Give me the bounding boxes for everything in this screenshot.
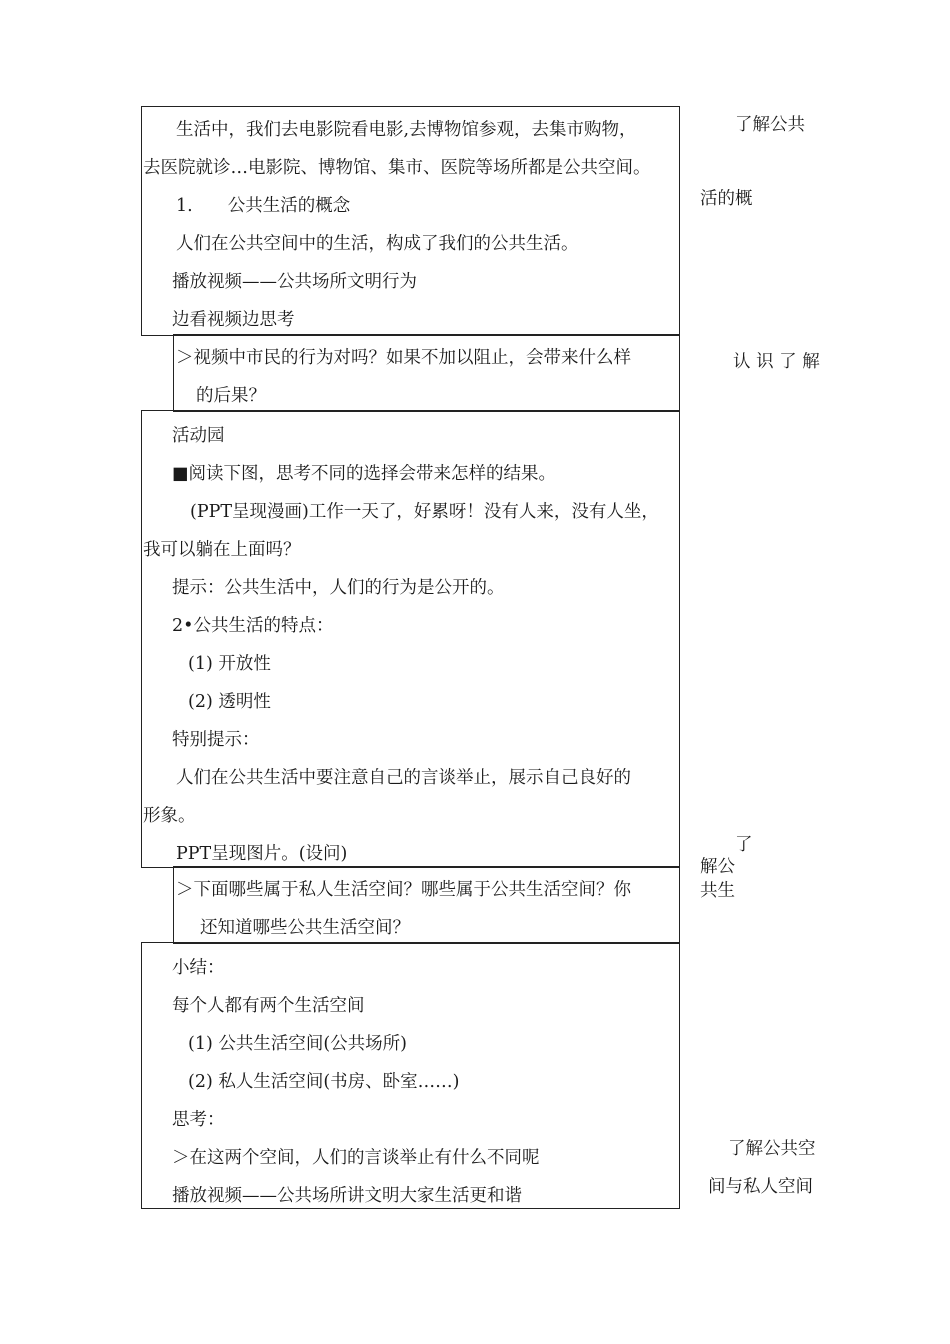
section-1-think-line: 边看视频边思考 — [172, 310, 295, 330]
margin-note-3-line-3: 共生 — [700, 881, 735, 901]
comic-line-1: (PPT呈现漫画)工作一天了，好累呀！没有人来，没有人坐， — [190, 502, 659, 522]
comic-line-2: 我可以躺在上面吗？ — [143, 540, 301, 560]
section-1-paragraph-line-1: 生活中，我们去电影院看电影,去博物馆参观，去集市购物， — [176, 120, 637, 140]
margin-note-4-line-1: 了解公共空 — [728, 1139, 816, 1159]
hint-line: 提示：公共生活中，人们的行为是公开的。 — [172, 578, 505, 598]
activity-instruction: ■阅读下图，思考不同的选择会带来怎样的结果。 — [172, 464, 557, 484]
think-question: ＞在这两个空间，人们的言谈举止有什么不同呢 — [172, 1148, 540, 1168]
video-line-2: 播放视频——公共场所讲文明大家生活更和谐 — [172, 1186, 522, 1206]
special-tip-line-1: 人们在公共生活中要注意自己的言谈举止，展示自己良好的 — [176, 768, 631, 788]
summary-line: 每个人都有两个生活空间 — [172, 996, 365, 1016]
margin-note-3-line-1: 了 — [735, 835, 753, 855]
margin-note-3-line-2: 解公 — [700, 857, 735, 877]
question-2-line-1: ＞下面哪些属于私人生活空间？哪些属于公共生活空间？你 — [176, 880, 631, 900]
special-tip-heading: 特别提示： — [172, 730, 260, 750]
summary-heading: 小结： — [172, 958, 225, 978]
question-1-line-2: 的后果？ — [196, 386, 266, 406]
margin-note-1-line-2: 活的概 — [700, 189, 753, 209]
question-1-line-1: ＞视频中市民的行为对吗？如果不加以阻止，会带来什么样 — [176, 348, 631, 368]
feature-2: (2) 透明性 — [188, 692, 271, 712]
question-2-line-2: 还知道哪些公共生活空间？ — [200, 918, 410, 938]
special-tip-line-2: 形象。 — [143, 806, 196, 826]
margin-note-2: 认 识 了 解 — [733, 352, 820, 372]
feature-1: (1) 开放性 — [188, 654, 271, 674]
section-1-video-line: 播放视频——公共场所文明行为 — [172, 272, 417, 292]
ppt-question-line: PPT呈现图片。(设问) — [176, 844, 348, 864]
section-1-heading: 1. 公共生活的概念 — [176, 196, 351, 216]
activity-title: 活动园 — [172, 426, 225, 446]
space-2: (2) 私人生活空间(书房、卧室……) — [188, 1072, 460, 1092]
margin-note-4-line-2: 间与私人空间 — [708, 1177, 813, 1197]
think-heading: 思考： — [172, 1110, 225, 1130]
margin-note-1-line-1: 了解公共 — [735, 115, 805, 135]
features-heading: 2•公共生活的特点： — [172, 616, 334, 636]
space-1: (1) 公共生活空间(公共场所) — [188, 1034, 408, 1054]
section-1-paragraph-line-2: 去医院就诊…电影院、博物馆、集市、医院等场所都是公共空间。 — [143, 158, 651, 178]
section-1-paragraph-2: 人们在公共空间中的生活，构成了我们的公共生活。 — [176, 234, 579, 254]
